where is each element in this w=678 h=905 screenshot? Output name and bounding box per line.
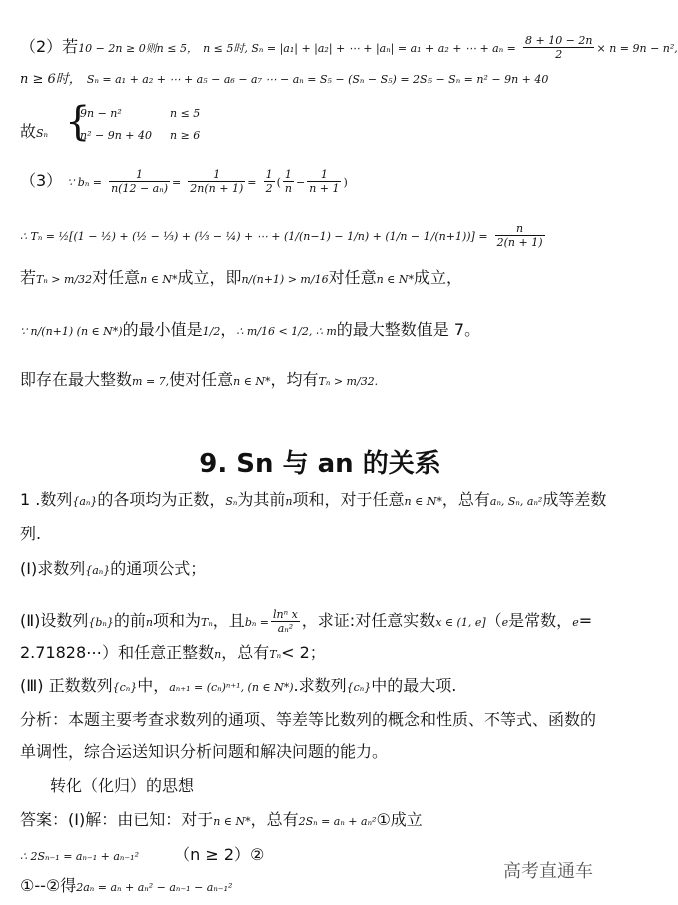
analysis-line3: 转化（化归）的思想 — [50, 776, 195, 795]
question-3: (Ⅲ) 正数数列{cₙ}中，aₙ₊₁ = (cₙ)ⁿ⁺¹, (n ∈ N*).求数列{cₙ}中的最大项. — [20, 676, 457, 695]
tn-line — [20, 222, 547, 249]
min-line: ∵ n/(n+1) (n ∈ N*)的最小值是1/2，∴ m/16 < 1/2, ∴ m的最大整数值是 7。 — [20, 320, 481, 339]
bn-frac1: $\frac{1}{\text{n(12 − aₙ)}}$ — [111, 168, 168, 195]
part3-label: （3） — [20, 171, 63, 190]
tn-formula: ∴ Tₙ = ½[(1 − ½) + (½ − ⅓) + (⅓ − ¼) + ⋯ + (1/(n−1) − 1/n) + (1/n − 1/(n+1))] = — [20, 230, 488, 243]
tn-result: $\frac{n}{2(n + 1)}$ — [496, 222, 543, 249]
case2-label: n ≥ 6时， — [20, 72, 82, 87]
bn-frac5: $\frac{1}{n + 1}$ — [309, 168, 340, 195]
watermark-text: 高考直通车 — [503, 861, 593, 882]
question-1: (Ⅰ)求数列{aₙ}的通项公式； — [20, 559, 207, 578]
piece1: 9n − n² — [80, 107, 122, 120]
part2-fraction: $\frac{8 + 10 - 2n}{2}$ — [524, 34, 593, 61]
piece2-cond: n ≥ 6 — [170, 129, 201, 142]
question-2: (Ⅱ)设数列{bₙ}的前n项和为Tₙ，且bₙ = $\frac{\text{lnⁿ x}}{\text{aₙ²}}$ ，求证:对任意实数x ∈ (1, e]（e是常数，e= — [20, 608, 593, 635]
gu-label: 故 — [20, 122, 37, 141]
bn-frac2: $\frac{1}{2n(n + 1)}$ — [190, 168, 244, 195]
question-2-cont: 2.71828⋯）和任意正整数n，总有Tₙ< 2； — [20, 643, 326, 662]
part2-tail: × n = 9n − n², — [596, 42, 678, 55]
piece1-cond: n ≤ 5 — [170, 107, 201, 120]
part3-bn-line: （3） ∵ bₙ = $\frac{1}{\text{n(12 − aₙ)}}$ = $\frac{1}{2n(n + 1)}$ = $\frac{1}{2}$ ( $\frac{1}{n}$ − $\frac{1}{n + 1}$ ) — [20, 168, 348, 195]
case2-formula: Sₙ = a₁ + a₂ + ⋯ + a₅ − a₆ − a₇ ⋯ − aₙ = S₅ − (Sₙ − S₅) = 2S₅ − Sₙ = n² − 9n + 40 — [86, 73, 549, 86]
if-line: 若Tₙ > m/32对任意n ∈ N*成立，即n/(n+1) > m/16对任意n ∈ N*成立， — [20, 268, 462, 287]
problem-line1: 1 .数列{aₙ}的各项均为正数，Sₙ为其前n项和，对于任意n ∈ N*，总有aₙ, Sₙ, aₙ²成等差数 — [20, 490, 607, 509]
piece2: n² − 9n + 40 — [80, 129, 152, 142]
part2-piecewise — [20, 122, 48, 144]
part2-line2 — [20, 68, 548, 90]
answer-line2: ∴ 2Sₙ₋₁ = aₙ₋₁ + aₙ₋₁² （n ≥ 2）② — [20, 845, 265, 864]
bn-frac3: $\frac{1}{2}$ — [265, 168, 273, 195]
bn-frac4: $\frac{1}{n}$ — [284, 168, 292, 195]
bn-definition-frac: $\frac{\text{lnⁿ x}}{\text{aₙ²}}$ — [273, 608, 298, 635]
sn-symbol: Sₙ — [36, 127, 49, 140]
piecewise-brace: { — [65, 99, 91, 145]
analysis-line2: 单调性，综合运送知识分析问题和解决问题的能力。 — [20, 742, 389, 761]
part2-line1 — [20, 34, 678, 61]
exist-line: 即存在最大整数m = 7,使对任意n ∈ N*，均有Tₙ > m/32. — [20, 370, 379, 389]
part2-cond2: n ≤ 5时, Sₙ = |a₁| + |a₂| + ⋯ + |aₙ| = a₁ + a₂ + ⋯ + aₙ = — [203, 42, 516, 55]
section-title: 9. Sn 与 an 的关系 — [199, 449, 441, 479]
analysis-line1: 分析：本题主要考查求数列的通项、等差等比数列的概念和性质、不等式、函数的 — [20, 710, 597, 729]
answer-line3: ①--②得2aₙ = aₙ + aₙ² − aₙ₋₁ − aₙ₋₁² — [20, 876, 233, 895]
problem-line2: 列. — [20, 524, 42, 543]
part2-label: （2）若 — [20, 37, 79, 56]
part2-cond1: 10 − 2n ≥ 0则n ≤ 5， — [78, 42, 198, 55]
answer-line1: 答案：(Ⅰ)解：由已知：对于n ∈ N*，总有2Sₙ = aₙ + aₙ²①成立 — [20, 810, 423, 829]
